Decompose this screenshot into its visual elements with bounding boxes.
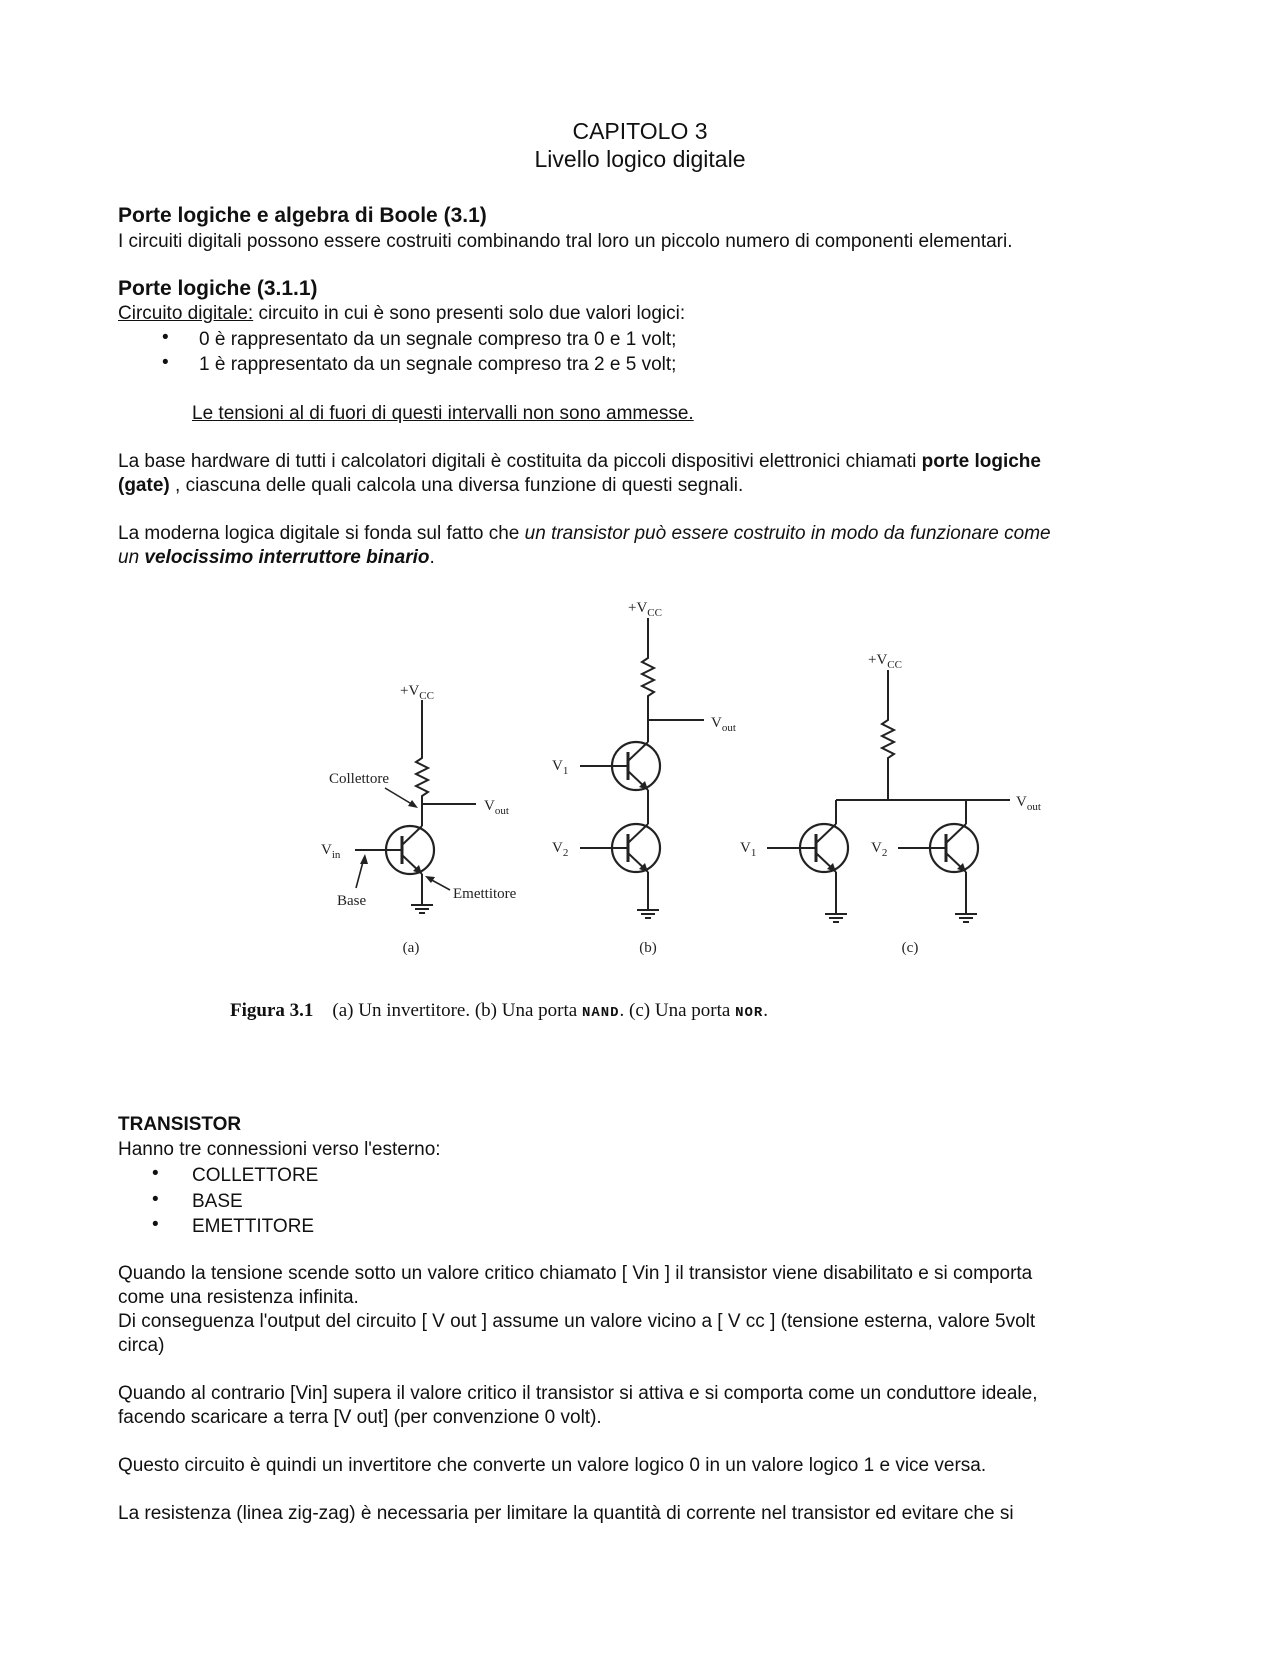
text-run: La base hardware di tutti i calcolatori digitali è costituita da piccoli dispositivi elettronici chiamati [118, 451, 922, 472]
paragraph-line: Di conseguenza l'output del circuito [ V out ] assume un valore vicino a [ V cc ] (tensione esterna, valore 5volt [118, 1311, 1036, 1332]
bullet-glyph: • [152, 1214, 159, 1235]
bullet-glyph: • [162, 352, 169, 373]
label-vout-b: $V_{out}$ [711, 715, 736, 734]
label-vout-c: $V_{out}$ [1016, 794, 1041, 813]
chapter-number: CAPITOLO 3 [572, 118, 708, 144]
list-item: BASE [192, 1191, 243, 1212]
caption-text: (a) Un invertitore. (b) Una porta [332, 1000, 582, 1021]
caption-nand: NAND [581, 1005, 620, 1021]
circuit-a-inverter [321, 683, 517, 956]
label-b: (b) [639, 940, 657, 956]
list-item: 1 è rappresentato da un segnale compreso tra 2 e 5 volt; [199, 354, 677, 375]
label-vcc-c: $+V_{CC}$ [868, 652, 902, 671]
term-porte-logiche: porte logiche [921, 451, 1041, 472]
italic-run: un transistor può essere costruito in modo da funzionare come [524, 523, 1051, 544]
label-collettore: Collettore [329, 771, 389, 787]
term-interruttore-binario: velocissimo interruttore binario [144, 547, 430, 568]
circuit-c-nor [740, 652, 1041, 956]
label-emettitore: Emettitore [453, 886, 517, 902]
caption-nor: NOR [735, 1005, 764, 1021]
label-vin-a: $V_{in}$ [321, 842, 341, 861]
bullet-glyph: • [152, 1163, 159, 1184]
caption-figure-number: Figura 3.1 [230, 1000, 314, 1021]
definition-text: circuito in cui è sono presenti solo due valori logici: [253, 303, 686, 324]
chapter-title: Livello logico digitale [534, 146, 746, 172]
list-item: 0 è rappresentato da un segnale compreso tra 0 e 1 volt; [199, 329, 677, 350]
italic-run: un [118, 547, 145, 568]
text-run: . [429, 547, 435, 568]
circuit-b-nand [552, 600, 736, 956]
section-heading-3-1-1: Porte logiche (3.1.1) [118, 277, 318, 300]
label-c: (c) [901, 940, 919, 956]
text-run: , ciascuna delle quali calcola una diversa funzione di questi segnali. [169, 475, 744, 496]
label-v2-b: $V_2$ [552, 840, 569, 859]
label-v1-b: $V_1$ [552, 758, 569, 777]
paragraph-line: Quando al contrario [Vin] supera il valore critico il transistor si attiva e si comporta come un conduttore ideale, [118, 1383, 1038, 1404]
section-3-1-text: I circuiti digitali possono essere costruiti combinando tral loro un piccolo numero di componenti elementari. [118, 231, 1013, 252]
transistor-heading: TRANSISTOR [118, 1114, 242, 1135]
transistor-intro: Hanno tre connessioni verso l'esterno: [118, 1139, 441, 1160]
text-run: La moderna logica digitale si fonda sul fatto che [118, 523, 525, 544]
paragraph-line: circa) [118, 1335, 165, 1356]
bullet-glyph: • [152, 1189, 159, 1210]
bullet-glyph: • [162, 327, 169, 348]
caption-text: . (c) Una porta [619, 1000, 736, 1021]
label-vcc-b: $+V_{CC}$ [628, 600, 662, 619]
definition-term: Circuito digitale: [118, 303, 254, 324]
paragraph-line: come una resistenza infinita. [118, 1287, 359, 1308]
paragraph-line: Questo circuito è quindi un invertitore che converte un valore logico 0 in un valore logico 1 e vice versa. [118, 1455, 987, 1476]
section-heading-3-1: Porte logiche e algebra di Boole (3.1) [118, 204, 487, 227]
label-v1-c: $V_1$ [740, 840, 757, 859]
voltage-note: Le tensioni al di fuori di questi intervalli non sono ammesse. [192, 403, 694, 424]
label-v2-c: $V_2$ [871, 840, 888, 859]
label-vout-a: $V_{out}$ [484, 798, 509, 817]
label-a: (a) [402, 940, 420, 956]
term-gate: (gate) [118, 475, 170, 496]
paragraph-line: facendo scaricare a terra [V out] (per convenzione 0 volt). [118, 1407, 602, 1428]
label-vcc-a: $+V_{CC}$ [400, 683, 434, 702]
list-item: EMETTITORE [192, 1216, 315, 1237]
paragraph-line: La resistenza (linea zig-zag) è necessaria per limitare la quantità di corrente nel transistor ed evitare che si [118, 1503, 1014, 1524]
list-item: COLLETTORE [192, 1165, 319, 1186]
caption-text: . [763, 1000, 769, 1021]
figure-caption [230, 1000, 768, 1022]
paragraph-line: Quando la tensione scende sotto un valore critico chiamato [ Vin ] il transistor viene disabilitato e si comporta [118, 1263, 1033, 1284]
label-base: Base [337, 893, 367, 909]
